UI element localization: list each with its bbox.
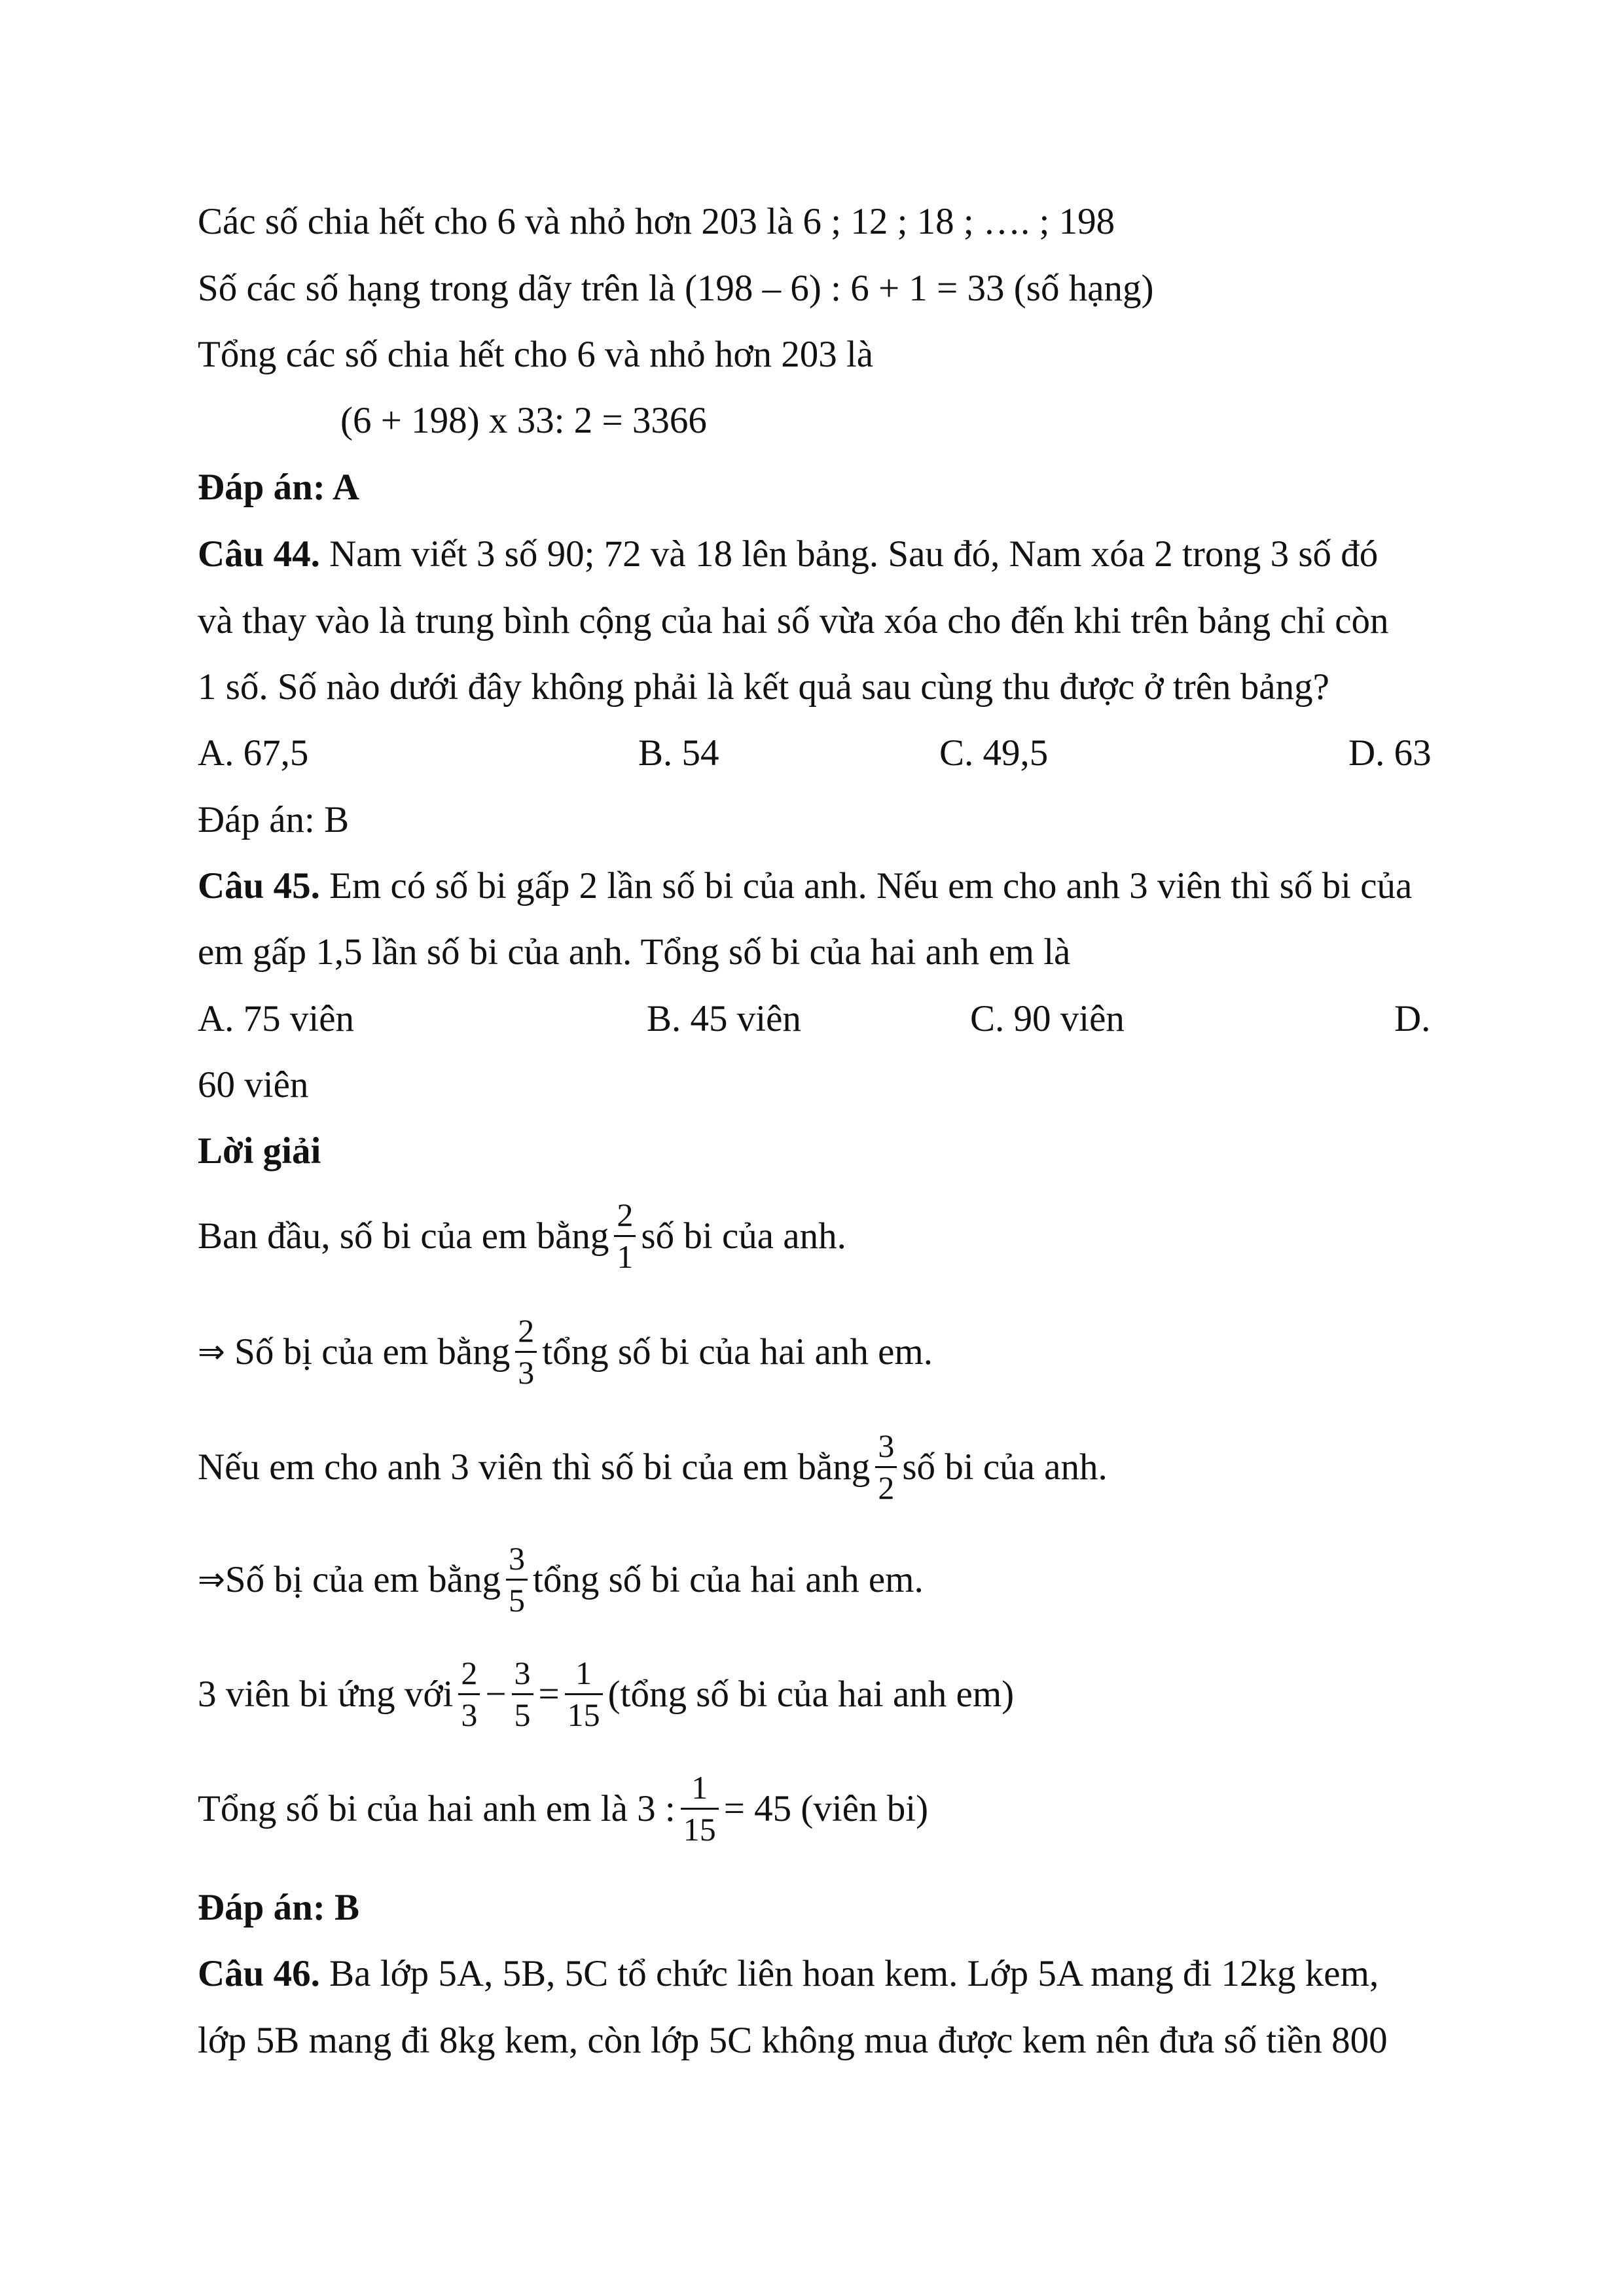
question-44-label: Câu 44. xyxy=(198,533,320,575)
result-value: = 45 xyxy=(723,1787,792,1829)
fraction-3-5: $\frac{3}{5}$ xyxy=(512,1656,533,1732)
solution-step-2 xyxy=(198,1314,933,1390)
question-44-text: Nam viết 3 số 90; 72 và 18 lên bảng. Sau đó, Nam xóa 2 trong 3 số đó xyxy=(319,533,1379,575)
line-term-count: Số các số hạng trong dãy trên là (198 – 6) : 6 + 1 = 33 (số hạng) xyxy=(198,268,1154,309)
step-2-text: Số bị của em bằng xyxy=(234,1331,511,1372)
solution-title: Lời giải xyxy=(198,1130,321,1172)
answer-45: Đáp án: B xyxy=(198,1887,360,1928)
q45-option-c: C. 90 viên xyxy=(970,998,1125,1039)
question-46-line-1 xyxy=(198,1955,1379,1992)
question-45-text: Em có số bi gấp 2 lần số bi của anh. Nếu em cho anh 3 viên thì số bi của xyxy=(319,865,1413,906)
step-4-tail: tổng số bi của hai anh em. xyxy=(532,1558,924,1600)
line-divisible-list: Các số chia hết cho 6 và nhỏ hơn 203 là 6 ; 12 ; 18 ; …. ; 198 xyxy=(198,201,1115,242)
line-sum-intro: Tổng các số chia hết cho 6 và nhỏ hơn 203 là xyxy=(198,334,874,375)
fraction-3-5: $\frac{3}{5}$ xyxy=(506,1541,528,1617)
fraction-1-15: $\frac{1}{15}$ xyxy=(681,1770,719,1846)
q44-option-d: D. 63 xyxy=(1348,732,1432,774)
question-46-text: Ba lớp 5A, 5B, 5C tổ chức liên hoan kem. Lớp 5A mang đi 12kg kem, xyxy=(319,1953,1379,1994)
minus-sign: − xyxy=(485,1673,507,1715)
q45-option-d: D. xyxy=(1394,998,1431,1039)
q44-option-a: A. 67,5 xyxy=(198,732,309,774)
fraction-2-1: $\frac{2}{1}$ xyxy=(614,1198,636,1274)
fraction-2-3: $\frac{2}{3}$ xyxy=(515,1314,537,1390)
q45-option-b: B. 45 viên xyxy=(647,998,801,1039)
fraction-3-2: $\frac{3}{2}$ xyxy=(875,1429,897,1505)
answer-43: Đáp án: A xyxy=(198,467,360,508)
question-46-label: Câu 46. xyxy=(198,1953,320,1994)
question-44-line-1 xyxy=(198,535,1378,573)
step-5-tail: (tổng số bi của hai anh em) xyxy=(607,1673,1015,1715)
step-1-tail: số bi của anh. xyxy=(641,1215,846,1257)
q44-option-c: C. 49,5 xyxy=(939,732,1049,774)
solution-step-5 xyxy=(198,1656,1014,1732)
question-44-line-2: và thay vào là trung bình cộng của hai số vừa xóa cho đến khi trên bảng chỉ còn xyxy=(198,600,1389,641)
solution-step-3 xyxy=(198,1429,1108,1505)
question-44-line-3: 1 số. Số nào dưới đây không phải là kết quả sau cùng thu được ở trên bảng? xyxy=(198,666,1329,708)
step-6-text: Tổng số bi của hai anh em là xyxy=(198,1787,628,1829)
solution-step-4 xyxy=(198,1541,924,1617)
solution-step-1 xyxy=(198,1198,846,1274)
solution-step-6 xyxy=(198,1770,928,1846)
question-46-line-2: lớp 5B mang đi 8kg kem, còn lớp 5C không mua được kem nên đưa số tiền 800 xyxy=(198,2020,1388,2061)
question-45-line-2: em gấp 1,5 lần số bi của anh. Tổng số bi của hai anh em là xyxy=(198,931,1071,973)
answer-44: Đáp án: B xyxy=(198,799,350,840)
step-6-tail: (viên bi) xyxy=(801,1787,929,1829)
step-1-text: Ban đầu, số bi của em bằng xyxy=(198,1215,609,1257)
fraction-2-3: $\frac{2}{3}$ xyxy=(458,1656,480,1732)
step-4-text: Số bị của em bằng xyxy=(225,1558,501,1600)
implies-arrow-icon: ⇒ xyxy=(198,1560,225,1598)
question-45-line-1 xyxy=(198,867,1412,905)
step-2-tail: tổng số bi của hai anh em. xyxy=(542,1331,933,1372)
equals-sign: = xyxy=(538,1673,560,1715)
divide-lead: 3 : xyxy=(637,1787,676,1829)
step-3-text: Nếu em cho anh 3 viên thì số bi của em bằng xyxy=(198,1446,871,1488)
line-sum-calc: (6 + 198) x 33: 2 = 3366 xyxy=(340,400,707,441)
step-5-text: 3 viên bi ứng với xyxy=(198,1673,454,1715)
q44-option-b: B. 54 xyxy=(638,732,719,774)
question-45-label: Câu 45. xyxy=(198,865,320,906)
q45-option-d-value: 60 viên xyxy=(198,1064,309,1105)
fraction-1-15: $\frac{1}{15}$ xyxy=(565,1656,603,1732)
q45-option-a: A. 75 viên xyxy=(198,998,355,1039)
implies-arrow-icon: ⇒ xyxy=(198,1333,225,1371)
step-3-tail: số bi của anh. xyxy=(902,1446,1108,1488)
